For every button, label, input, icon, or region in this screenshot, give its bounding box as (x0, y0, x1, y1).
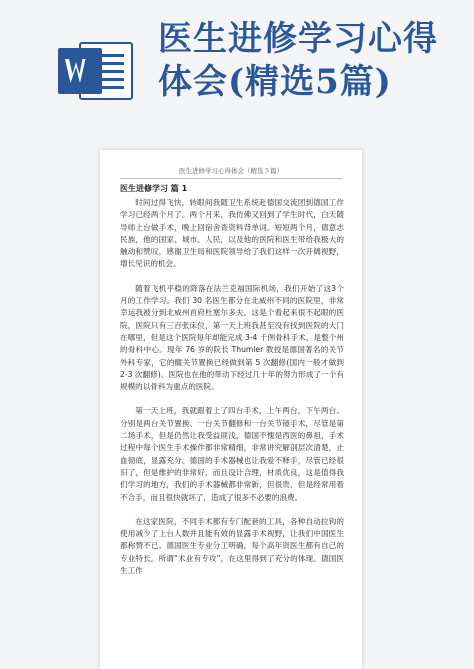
title-line-1: 医生进修学习心得 (158, 19, 438, 59)
document-page (100, 150, 362, 669)
paragraph: 时间过得飞快，转眼间我随卫生系统赴德国交流团到德国工作学习已经两个月了。两个月来，我仿佛又回到了学生时代，白天随导师上台做手术，晚上回宿舍查资料背单词。短短两个月，德意志民族，他的国家、城市、人民，以及他的医院和医生带给我极大的触动和赞叹，感谢卫生局和医院领导给了我们这样一次开阔视野，增长见识的机会。 (120, 198, 344, 269)
paragraph: 随着飞机平稳的降落在法兰克福国际机场，我们开始了这3个月的工作学习。我们 30 名医生都分在北威州不同的医院里，非常幸运我被分到北威州首府杜塞尔多夫。这是个看起来很不起眼的医院，医院只有三百张床位，第一天上班我甚至没有找到医院的大门在哪里，但是这个医院每年却能完成 3-4 千例骨科手术，是整个州的骨科中心。现年 76 岁的院长 Thumler 教授是德国著名的关节外科专家，它的髋关节置换已经做到第 5 次翻修(国内一般才做到 2-3 次翻修)。医院也在他的带动下经过几十年的努力形成了一个有规模的以骨科为重点的医院。 (120, 283, 344, 392)
page-header (0, 0, 474, 118)
word-document-icon (58, 40, 134, 102)
running-header: 医生进修学习心得体会（精选５篇） (179, 167, 283, 175)
header-rule (120, 178, 342, 179)
paragraph: 第一天上班，我就跟着上了四台手术，上午两台，下午两台。分别是两台关节置换、一台关节翻修和一台关节镜手术，尽管是第二场手术，但是仍然让我受益匪浅，德国不愧是西医的鼻祖，手术过程中每个医生手术操作都非常精细，非常讲究解剖层次清楚，止血彻底，显露充分。德国的手术器械也让我爱不释手，尽管已经很旧了，但是维护的非常好，而且设计合理，材质优良，这是值得我们学习的地方，我们的手术器械都非常新，但很贵，但是经常用着不合手，而且很快就坏了，造成了很多不必要的浪费。 (120, 406, 344, 502)
title-line-2: 体会(精选5篇) (158, 62, 392, 102)
paragraph: 在这家医院，不同手术都有专门配套的工具，各种自动拉钩的使用减少了上台人数并且能有效的显露手术视野，让我们中国医生都称赞不已。德国医生专业分工明确，每个高年资医生都有自己的专业特长。所谓“术业有专攻”，在这里得到了充分的体现。德国医生工作 (120, 516, 344, 576)
document-title (158, 18, 468, 104)
section-heading: 医生进修学习 篇 1 (120, 184, 188, 193)
body-text (120, 197, 344, 577)
